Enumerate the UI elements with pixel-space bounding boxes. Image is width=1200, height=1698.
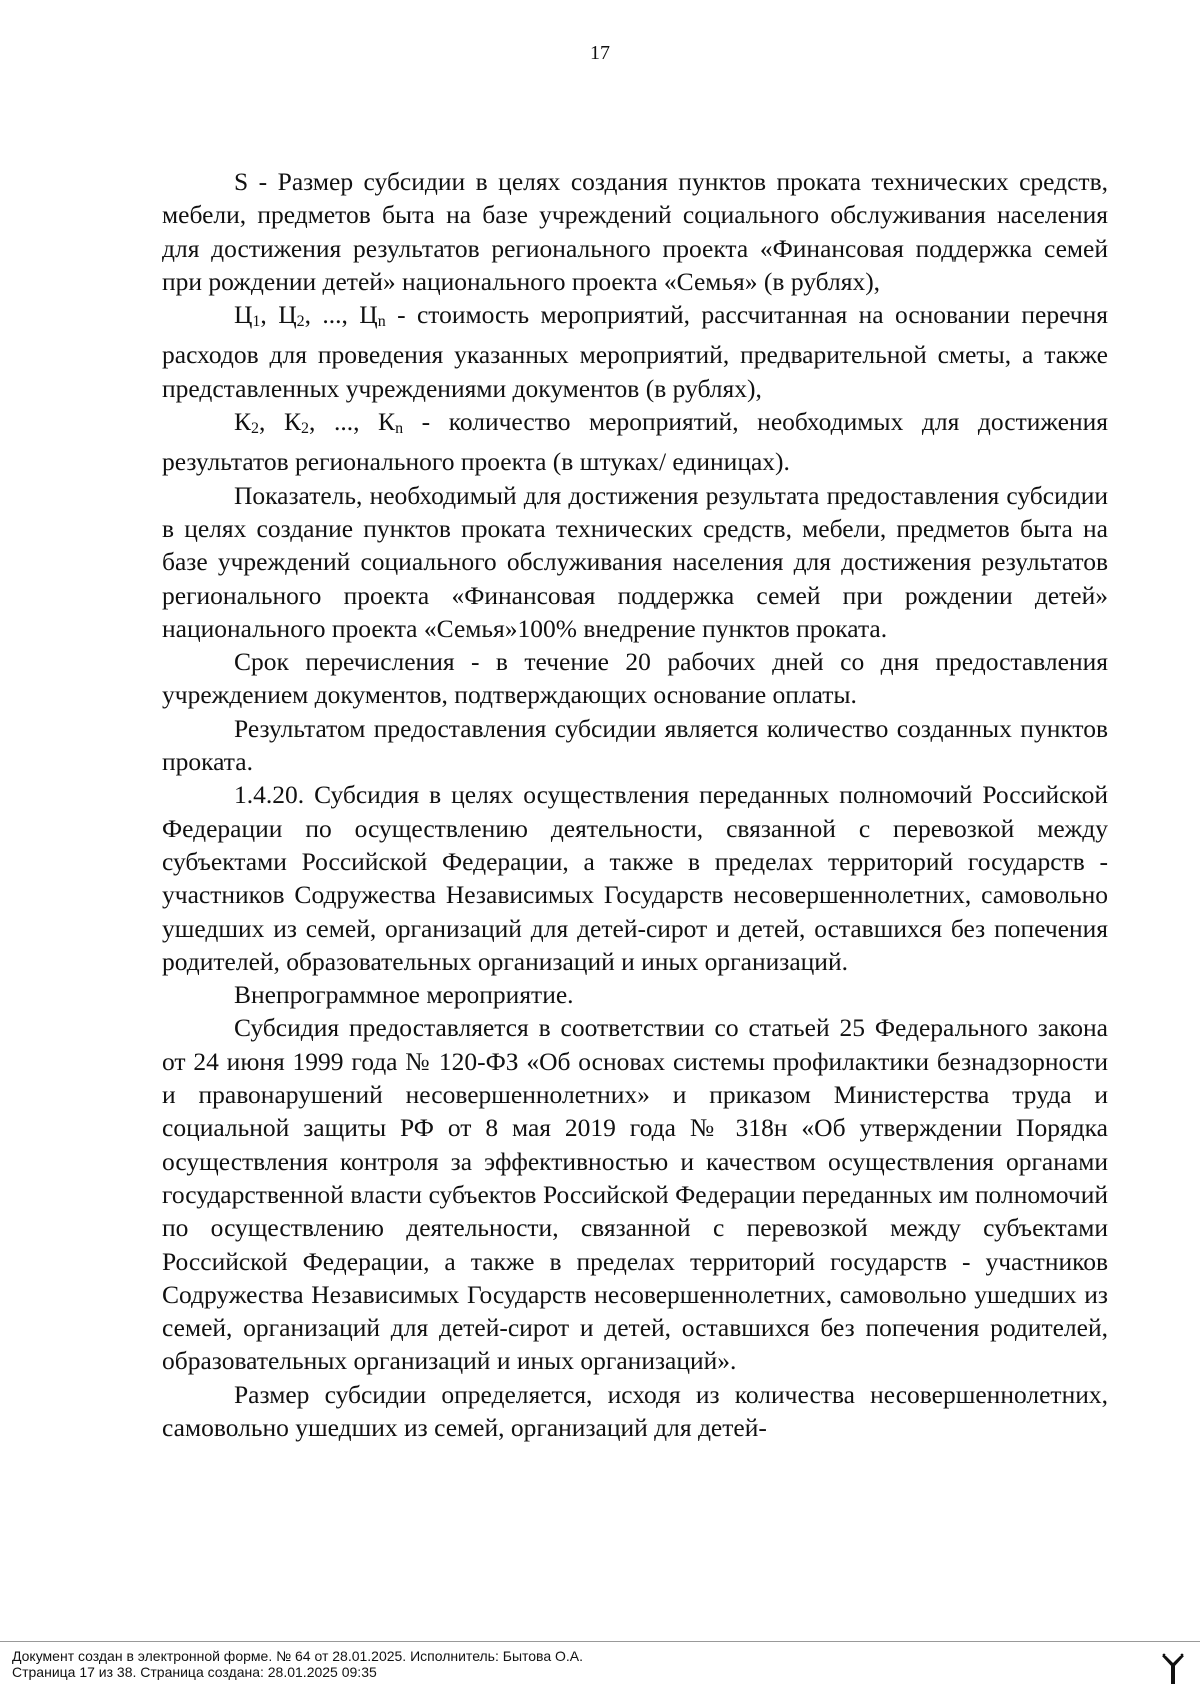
cost-description: - стоимость мероприятий, рассчитанная на основании перечня расходов для проведения указанных мероприятий, предварительной сметы, а также представленных учреждениями документов (в рублях), <box>162 300 1108 403</box>
subscript-c2: 2 <box>296 313 305 331</box>
paragraph-result: Результатом предоставления субсидии является количество созданных пунктов проката. <box>162 713 1108 777</box>
symbol-cn: Ц <box>359 300 378 330</box>
separator: , <box>260 300 279 330</box>
emblem-icon <box>1160 1652 1186 1686</box>
paragraph-size-determination: Размер субсидии определяется, исходя из количества несовершеннолетних, самовольно ушедших из семей, организаций для детей- <box>162 1379 1108 1442</box>
paragraph-indicator: Показатель, необходимый для достижения результата предоставления субсидии в целях создание пунктов проката технических средств, мебели, предметов быта на базе учреждений социального обслуживания населения для достижения результатов регионального проекта «Финансовая поддержка семей при рождении детей» национального проекта «Семья»100% внедрение пунктов проката. <box>162 480 1108 643</box>
paragraph-legal-basis: Субсидия предоставляется в соответствии со статьей 25 Федерального закона от 24 июня 1999 года № 120-ФЗ «Об основах системы профилактики безнадзорности и правонарушений несовершеннолетних» и приказом Министерства труда и социальной защиты РФ от 8 мая 2019 года № 318н «Об утверждении Порядка осуществления контроля за эффективностью и качеством осуществления органами государственной власти субъектов Российской Федерации переданных им полномочий по осуществлению деятельности, связанной с перевозкой между субъектами Российской Федерации, а также в пределах территорий государств - участников Содружества Независимых Государств несовершеннолетних, самовольно ушедших из семей, организаций для детей-сирот и детей, оставшихся без попечения родителей, образовательных организаций и иных организаций». <box>162 1013 1108 1376</box>
subscript-cn: n <box>377 313 386 331</box>
symbol-k2: К <box>283 407 301 437</box>
footer-line-2: Страница 17 из 38. Страница создана: 28.01.2025 09:35 <box>12 1664 377 1680</box>
count-description: - количество мероприятий, необходимых для достижения результатов регионального проекта (в штуках/ единицах). <box>162 407 1109 477</box>
symbol-c1: Ц <box>234 300 253 330</box>
subscript-kn: n <box>395 420 404 438</box>
separator: , ..., <box>304 300 360 330</box>
subscript-k2: 2 <box>301 420 309 438</box>
symbol-kn: К <box>378 407 396 437</box>
subscript-k1: 2 <box>251 420 260 438</box>
subscript-c1: 1 <box>252 313 261 331</box>
paragraph-non-program: Внепрограммное мероприятие. <box>234 980 574 1010</box>
paragraph-cost-formula <box>162 298 1108 405</box>
paragraph-count-formula <box>162 405 1108 479</box>
document-footer <box>12 1648 583 1680</box>
separator: , <box>259 407 284 437</box>
paragraph-section-1-4-20: 1.4.20. Субсидия в целях осуществления переданных полномочий Российской Федерации по осуществлению деятельности, связанной с перевозкой между субъектами Российской Федерации, а также в пределах территорий государств - участников Содружества Независимых Государств несовершеннолетних, самовольно ушедших из семей, организаций для детей-сирот и детей, оставшихся без попечения родителей, образовательных организаций и иных организаций. <box>162 780 1108 976</box>
paragraph-subsidy-size: S - Размер субсидии в целях создания пунктов проката технических средств, мебели, предметов быта на базе учреждений социального обслуживания населения для достижения результатов регионального проекта «Финансовая поддержка семей при рождении детей» национального проекта «Семья» (в рублях), <box>162 167 1108 296</box>
paragraph-transfer-term: Срок перечисления - в течение 20 рабочих дней со дня предоставления учреждением документов, подтверждающих основание оплаты. <box>162 647 1108 710</box>
symbol-k1: К <box>234 407 252 437</box>
document-body <box>162 165 1108 1444</box>
symbol-c2: Ц <box>278 300 297 330</box>
footer-divider <box>0 1641 1200 1642</box>
page-number: 17 <box>590 42 610 64</box>
footer-line-1: Документ создан в электронной форме. № 64 от 28.01.2025. Исполнитель: Бытова О.А. <box>12 1648 584 1664</box>
separator: , ..., <box>309 407 379 437</box>
